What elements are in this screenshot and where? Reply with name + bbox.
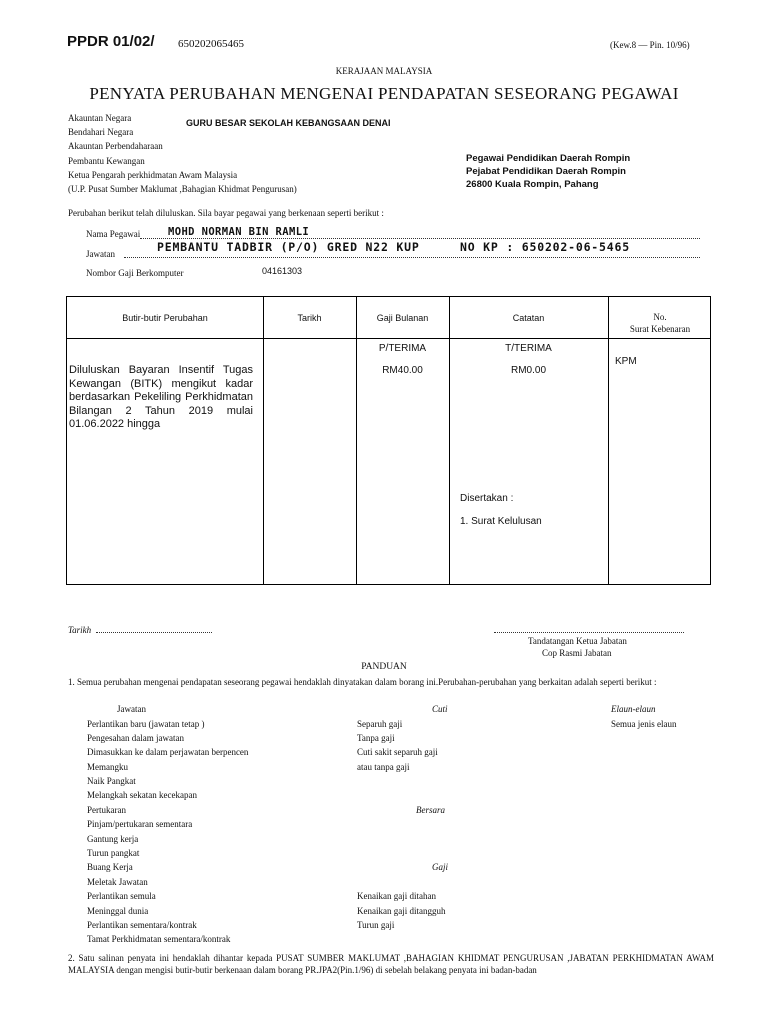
- form-number: 650202065465: [178, 38, 244, 50]
- office-address-line: Pejabat Pendidikan Daerah Rompin: [466, 166, 626, 177]
- guide-cuti-item: Tanpa gaji: [357, 733, 395, 743]
- guide-jawatan-item: Pengesahan dalam jawatan: [87, 733, 184, 743]
- guide-jawatan-item: Naik Pangkat: [87, 776, 136, 786]
- table-header-divider: [67, 338, 710, 339]
- document-title: PENYATA PERUBAHAN MENGENAI PENDAPATAN SESEORANG PEGAWAI: [89, 84, 679, 103]
- guide-jawatan-item: Dimasukkan ke dalam perjawatan berpencen: [87, 747, 249, 757]
- guide-jawatan-item: Pertukaran: [87, 805, 126, 815]
- guide-jawatan-item: Gantung kerja: [87, 834, 139, 844]
- distribution-line: Pembantu Kewangan: [68, 156, 145, 166]
- header-salary: Gaji Bulanan: [376, 313, 429, 323]
- employer-name: GURU BESAR SEKOLAH KEBANGSAAN DENAI: [186, 118, 391, 128]
- table-column-divider: [263, 297, 264, 584]
- header-details: Butir-butir Perubahan: [122, 313, 208, 323]
- guide-gaji-item: Turun gaji: [357, 920, 395, 930]
- office-address-line: Pegawai Pendidikan Daerah Rompin: [466, 153, 631, 164]
- guide-jawatan-item: Meletak Jawatan: [87, 877, 148, 887]
- guide-paragraph-1: 1. Semua perubahan mengenai pendapatan seseorang pegawai hendaklah dinyatakan dalam borang ini.Perubahan-perubahan yang berkaitan adalah seperti berikut :: [68, 677, 657, 687]
- guide-jawatan-item: Perlantikan semula: [87, 891, 156, 901]
- employee-ic-number: NO KP : 650202-06-5465: [460, 240, 630, 254]
- form-code: PPDR 01/02/: [67, 33, 155, 50]
- notes-amount: RM0.00: [510, 365, 546, 376]
- guide-jawatan-item: Tamat Perkhidmatan sementara/kontrak: [87, 934, 231, 944]
- guide-cuti-item: Cuti sakit separuh gaji: [357, 747, 438, 757]
- attached-item: 1. Surat Kelulusan: [460, 516, 542, 527]
- distribution-line: Bendahari Negara: [68, 127, 134, 137]
- guide-cuti-item: atau tanpa gaji: [357, 762, 410, 772]
- guide-elaun-item: Semua jenis elaun: [611, 719, 677, 729]
- table-column-divider: [449, 297, 450, 584]
- header-date: Tarikh: [297, 313, 322, 323]
- change-table: [66, 296, 711, 585]
- table-column-divider: [608, 297, 609, 584]
- guide-heading-bersara: Bersara: [416, 805, 445, 815]
- name-dotted-line: [140, 238, 700, 239]
- salary-amount: RM40.00: [382, 365, 423, 376]
- guide-jawatan-item: Meninggal dunia: [87, 906, 149, 916]
- intro-text: Perubahan berikut telah diluluskan. Sila bayar pegawai yang berkenaan seperti berikut :: [68, 208, 384, 218]
- form-revision: (Kew.8 — Pin. 10/96): [610, 40, 690, 50]
- guide-gaji-item: Kenaikan gaji ditangguh: [357, 906, 446, 916]
- salary-number: 04161303: [262, 266, 303, 276]
- signature-label: Tandatangan Ketua Jabatan: [528, 636, 627, 646]
- date-dotted-line: [96, 632, 212, 633]
- guide-heading-gaji: Gaji: [432, 862, 449, 872]
- employee-post: PEMBANTU TADBIR (P/O) GRED N22 KUP: [157, 240, 420, 254]
- guide-heading-cuti: Cuti: [432, 704, 448, 714]
- distribution-line: Akauntan Negara: [68, 113, 132, 123]
- guide-jawatan-item: Melangkah sekatan kecekapan: [87, 790, 197, 800]
- table-column-divider: [356, 297, 357, 584]
- header-ref-number: No.: [653, 312, 667, 322]
- guide-jawatan-item: Turun pangkat: [87, 848, 140, 858]
- name-label: Nama Pegawai: [86, 229, 141, 239]
- stamp-label: Cop Rasmi Jabatan: [542, 648, 612, 658]
- guide-cuti-item: Separuh gaji: [357, 719, 403, 729]
- approval-letter-ref: KPM: [615, 356, 637, 367]
- guide-title: PANDUAN: [361, 662, 407, 672]
- header-notes: Catatan: [512, 313, 545, 323]
- guide-jawatan-item: Memangku: [87, 762, 128, 772]
- guide-jawatan-item: Pinjam/pertukaran sementara: [87, 819, 193, 829]
- change-details: Diluluskan Bayaran Insentif Tugas Kewangan (BITK) mengikut kadar berdasarkan Pekeliling Perkhidmatan Bilangan 2 Tahun 2019 mulai 01.06.2022 hingga: [69, 364, 253, 430]
- distribution-line: Ketua Pengarah perkhidmatan Awam Malaysia: [68, 170, 238, 180]
- signature-dotted-line: [494, 632, 684, 633]
- guide-gaji-item: Kenaikan gaji ditahan: [357, 891, 436, 901]
- guide-heading-elaun: Elaun-elaun: [611, 704, 656, 714]
- office-address-line: 26800 Kuala Rompin, Pahang: [466, 179, 599, 190]
- date-label: Tarikh: [68, 625, 92, 635]
- post-label: Jawatan: [86, 249, 115, 259]
- distribution-line: (U.P. Pusat Sumber Maklumat ,Bahagian Khidmat Pengurusan): [68, 184, 297, 194]
- guide-paragraph-2: 2. Satu salinan penyata ini hendaklah dihantar kepada PUSAT SUMBER MAKLUMAT ,BAHAGIAN KHIDMAT PENGURUSAN ,JABATAN PERKHIDMATAN AWAM MALAYSIA dengan mengisi butir-butir berkenaan dalam borang PR.JPA2(Pin.1/96) di sebelah belakang penyata ini badan-badan: [68, 953, 714, 975]
- government-heading: KERAJAAN MALAYSIA: [335, 66, 433, 76]
- distribution-line: Akauntan Perbendaharaan: [68, 141, 163, 151]
- header-ref-letter: Surat Kebenaran: [629, 324, 691, 334]
- salary-recipient-label: P/TERIMA: [378, 343, 427, 354]
- post-dotted-line: [124, 257, 700, 258]
- salary-number-label: Nombor Gaji Berkomputer: [86, 268, 184, 278]
- guide-jawatan-item: Buang Kerja: [87, 862, 133, 872]
- attached-label: Disertakan :: [460, 493, 514, 504]
- guide-jawatan-item: Perlantikan baru (jawatan tetap ): [87, 719, 205, 729]
- notes-recipient-label: T/TERIMA: [505, 343, 552, 354]
- guide-heading-jawatan: Jawatan: [117, 704, 146, 714]
- employee-name: MOHD NORMAN BIN RAMLI: [168, 226, 310, 238]
- guide-jawatan-item: Perlantikan sementara/kontrak: [87, 920, 197, 930]
